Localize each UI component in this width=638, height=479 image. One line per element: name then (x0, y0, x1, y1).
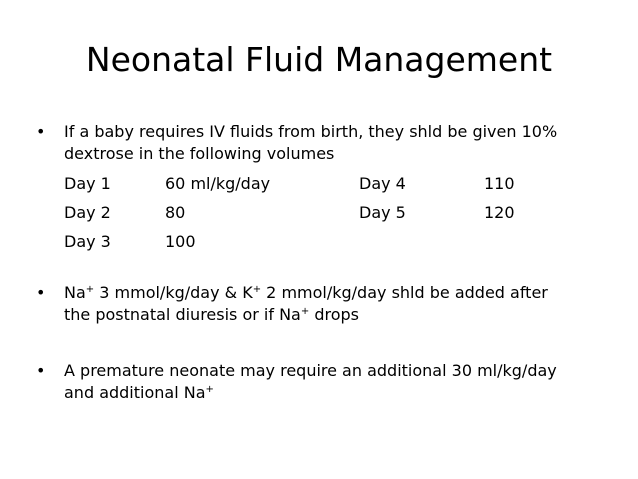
bullet-premature (36, 360, 606, 404)
sodium-label: Na (64, 283, 86, 302)
bullet-text-part: and additional Na (64, 383, 206, 402)
slide-title: Neonatal Fluid Management (85, 40, 553, 79)
volume-cell: 60 ml/kg/day (165, 174, 271, 193)
table-row (64, 169, 544, 198)
day-cell: Day 2 (64, 203, 111, 222)
day-cell (359, 227, 484, 256)
bullet-text (64, 121, 606, 165)
bullet-electrolytes (36, 282, 606, 326)
table-row (64, 198, 544, 227)
bullet-text-part: 3 mmol/kg/day & K (94, 283, 253, 302)
bullet-text-part: the postnatal diuresis or if Na (64, 305, 301, 324)
superscript-plus: + (300, 306, 310, 317)
table-row (64, 227, 544, 256)
bullet-marker: • (36, 122, 46, 141)
bullet-text (64, 360, 606, 404)
superscript-plus: + (205, 384, 214, 395)
day-cell: Day 1 (64, 174, 111, 193)
bullet-text-part: drops (309, 305, 359, 324)
superscript-plus: + (252, 284, 262, 295)
volume-cell (484, 227, 544, 256)
bullet-marker: • (36, 283, 46, 302)
bullet-text (64, 282, 606, 326)
volume-cell: 120 (484, 203, 515, 222)
volumes-table (64, 169, 544, 256)
bullet-marker: • (36, 361, 46, 380)
day-cell: Day 5 (359, 203, 406, 222)
bullet-text-part: 2 mmol/kg/day shld be added after (261, 283, 548, 302)
bullet-iv-fluids (36, 121, 606, 165)
day-cell: Day 3 (64, 232, 111, 251)
volume-cell: 100 (165, 232, 196, 251)
bullet-line: dextrose in the following volumes (64, 144, 335, 163)
volume-cell: 110 (484, 174, 515, 193)
superscript-plus: + (85, 284, 95, 295)
volume-cell: 80 (165, 203, 186, 222)
day-cell: Day 4 (359, 174, 406, 193)
bullet-line: If a baby requires IV fluids from birth, they shld be given 10% (64, 122, 558, 141)
bullet-line: A premature neonate may require an additional 30 ml/kg/day (64, 361, 557, 380)
